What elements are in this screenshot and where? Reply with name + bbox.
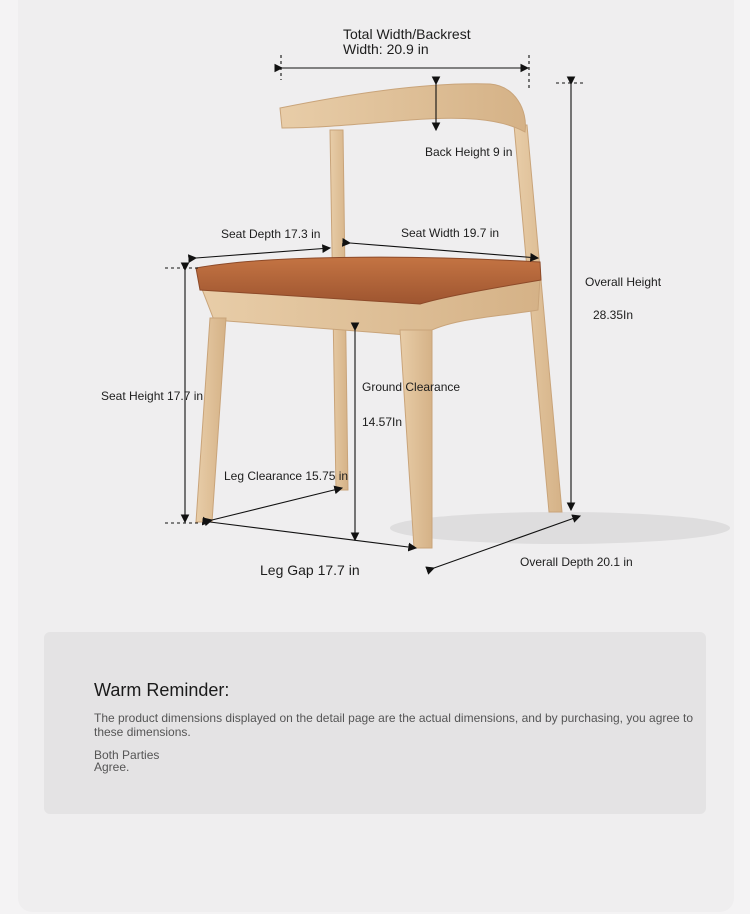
- front-leg-right: [400, 330, 432, 548]
- backrest: [280, 84, 525, 132]
- overall-depth-label: Overall Depth 20.1 in: [520, 555, 633, 569]
- front-leg-left: [196, 318, 226, 522]
- floor-shadow: [390, 512, 730, 544]
- reminder-agree: [94, 749, 159, 773]
- overall-height-value: 28.35In: [593, 308, 634, 322]
- seat-width-label: Seat Width 19.7 in: [401, 226, 500, 240]
- leg-gap-label: Leg Gap 17.7 in: [260, 562, 360, 578]
- back-height-label: Back Height 9 in: [425, 145, 513, 159]
- warm-reminder-panel: [44, 632, 706, 814]
- reminder-title: Warm Reminder:: [94, 680, 230, 700]
- overall-height-label: Overall Height: [585, 275, 662, 289]
- back-leg-right: [514, 125, 562, 512]
- seat-height-label: Seat Height 17.7 in: [101, 389, 204, 403]
- reminder-body: The product dimensions displayed on the detail page are the actual dimensions, and by purchasing, you agree to these dimensions.: [94, 711, 694, 739]
- total-width-label: Total Width/Backrest: [343, 26, 471, 42]
- reminder-agree-line1: Both Parties: [94, 748, 160, 762]
- ground-clearance-label: Ground Clearance: [362, 380, 461, 394]
- leg-clearance-label: Leg Clearance 15.75 in: [224, 469, 349, 483]
- seat-depth-label: Seat Depth 17.3 in: [221, 227, 321, 241]
- total-width-value: Width: 20.9 in: [343, 41, 429, 57]
- ground-clearance-value: 14.57In: [362, 415, 403, 429]
- reminder-agree-line2: Agree.: [94, 760, 130, 774]
